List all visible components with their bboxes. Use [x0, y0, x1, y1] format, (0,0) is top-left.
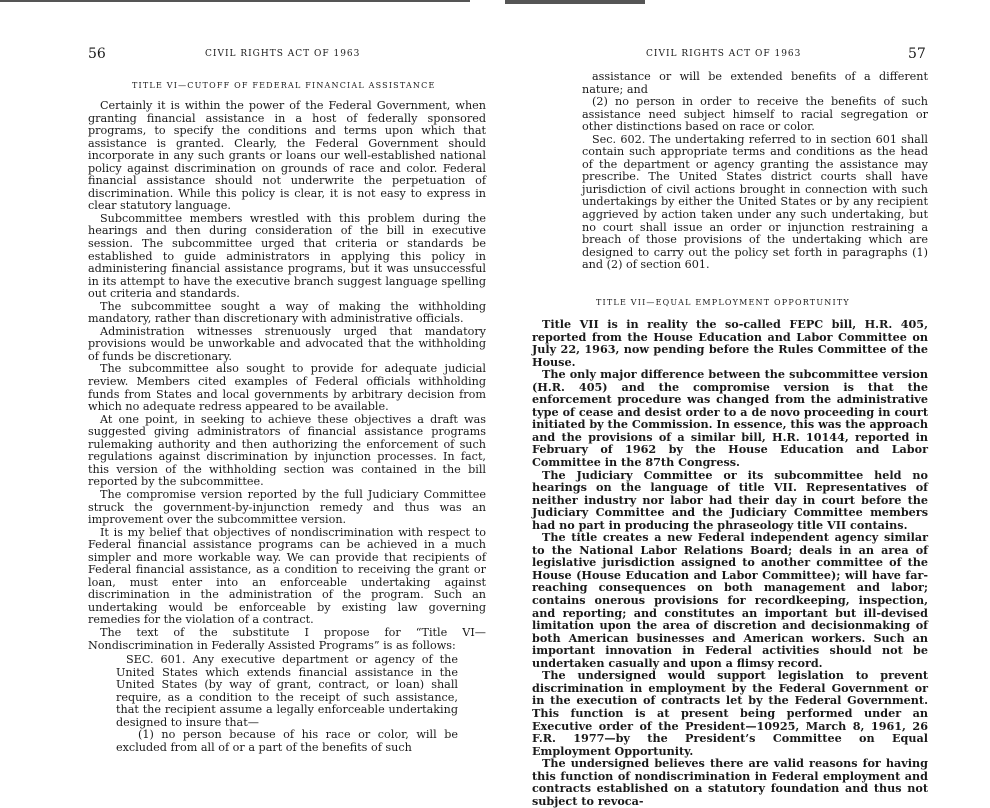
paragraph: Administration witnesses strenuously urged that mandatory provisions would be unworkable and advocated that the withholding of funds be discretionary.: [88, 324, 486, 363]
statute-continuation: [582, 71, 928, 272]
page-number: 57: [908, 46, 926, 62]
paragraph: The subcommittee also sought to provide for adequate judicial review. Members cited examples of Federal officials withholding funds from States and local governments by arbitrary decision from which no adequate redress appeared to be available.: [88, 362, 486, 414]
scan-edge-line-left: [0, 0, 470, 2]
paragraph: The undersigned believes there are valid reasons for having this function of nondiscrimination in Federal employment and contracts established on a statutory foundation and thus not subject to revoca-: [532, 756, 928, 808]
paragraph: The subcommittee sought a way of making the withholding mandatory, rather than discretionary with administrative officials.: [88, 299, 486, 326]
running-head: CIVIL RIGHTS ACT OF 1963: [646, 49, 802, 59]
paragraph: At one point, in seeking to achieve these objectives a draft was suggested giving administrators of financial assistance programs rulemaking authority and then authorizing the enforcement of such regulations against discrimination by injunction processes. In fact, this version of the withholding section was contained in the bill reported by the subcommittee.: [88, 412, 486, 489]
statute-clause-2: (2) no person in order to receive the benefits of such assistance need subject himself to racial segregation or other distinctions based on race or color.: [582, 95, 928, 134]
statute-clause-1: (1) no person because of his race or color, will be excluded from all of or a part of the benefits of such: [116, 728, 458, 754]
section-heading: TITLE VI—CUTOFF OF FEDERAL FINANCIAL ASSISTANCE: [132, 81, 436, 90]
paragraph: The title creates a new Federal independent agency similar to the National Labor Relations Board; deals in an area of legislative jurisdiction assigned to another committee of the House (House Education and Labor Committee); will have far-reaching consequences on both management and labor; contains onerous provisions for recordkeeping, inspection, and reporting; and constitutes an important but ill-devised limitation upon the area of discretion and decisionmaking of both American businesses and American workers. Such an important innovation in Federal activities should not be undertaken casually and upon a flimsy record.: [532, 530, 928, 670]
paragraph: Certainly it is within the power of the Federal Government, when granting financial assistance in a host of federally sponsored programs, to specify the conditions and terms upon which that assistance is granted. Clearly, the Federal Government should incorporate in any such grants or loans our well-established national policy against discrimination on grounds of race and color. Federal financial assistance should not underwrite the perpetuation of discrimination. While this policy is clear, it is not easy to express in clear statutory language.: [88, 99, 486, 213]
paragraph: Subcommittee members wrestled with this problem during the hearings and then during consideration of the bill in executive session. The subcommittee urged that criteria or standards be established to guide administrators in applying this policy in administering financial assistance programs, but it was unsuccessful in its attempt to have the executive branch suggest language spelling out criteria and standards.: [88, 211, 486, 301]
paragraph: It is my belief that objectives of nondiscrimination with respect to Federal financial assistance programs can be achieved in a much simpler and more workable way. We can provide that recipients of Federal financial assistance, as a condition to receiving the grant or loan, must enter into an enforceable undertaking against discrimination in the administration of the program. Such an undertaking would be enforceable by existing law governing remedies for the violation of a contract.: [88, 525, 486, 627]
page-number: 56: [88, 46, 106, 62]
section-heading: TITLE VII—EQUAL EMPLOYMENT OPPORTUNITY: [596, 298, 850, 307]
statute-section-602: Sec. 602. The undertaking referred to in section 601 shall contain such appropriate terms and conditions as the head of the department or agency granting the assistance may prescribe. The United States district courts shall have jurisdiction of civil actions brought in connection with such undertakings by either the United States or by any recipient aggrieved by action taken under any such undertaking, but no court shall issue an order or injunction restraining a breach of those provisions of the undertaking which are designed to carry out the policy set forth in paragraphs (1) and (2) of section 601.: [582, 132, 928, 272]
paragraph: Title VII is in reality the so-called FEPC bill, H.R. 405, reported from the House Education and Labor Committee on July 22, 1963, now pending before the Rules Committee of the House.: [532, 317, 928, 369]
paragraph: The only major difference between the subcommittee version (H.R. 405) and the compromise version is that the enforcement procedure was changed from the administrative type of cease and desist order to a de novo proceeding in court initiated by the Commission. In essence, this was the approach and the provisions of a similar bill, H.R. 10144, reported in February of 1962 by the House Education and Labor Committee in the 87th Congress.: [532, 367, 928, 470]
paragraph: The Judiciary Committee or its subcommittee held no hearings on the language of title VII. Representatives of neither industry nor labor had their day in court before the Judiciary Committee and the Judiciary Committee members had no part in producing the phraseology title VII contains.: [532, 467, 928, 532]
body-text: [88, 100, 486, 754]
body-text: [532, 318, 928, 807]
paragraph: The text of the substitute I propose for “Title VI—Nondiscrimination in Federally Assisted Programs” is as follows:: [88, 625, 486, 652]
paragraph: The compromise version reported by the full Judiciary Committee struck the government-by-injunction remedy and thus was an improvement over the subcommittee version.: [88, 487, 486, 527]
paragraph: The undersigned would support legislation to prevent discrimination in employment by the Federal Government or in the execution of contracts let by the Federal Government. This function is at present being performed under an Executive order of the President—10925, March 8, 1961, 26 F.R. 1977—by the President’s Committee on Equal Employment Opportunity.: [532, 668, 928, 758]
scan-edge-line-right: [505, 0, 645, 4]
statute-clause-1-continued: assistance or will be extended benefits of a different nature; and: [582, 70, 928, 96]
statute-section-601: SEC. 601. Any executive department or agency of the United States which extends financial assistance in the United States (by way of grant, contract, or loan) shall require, as a condition to the receipt of such assistance, that the recipient assume a legally enforceable undertaking designed to insure that—: [116, 653, 458, 729]
running-head: CIVIL RIGHTS ACT OF 1963: [205, 49, 361, 59]
